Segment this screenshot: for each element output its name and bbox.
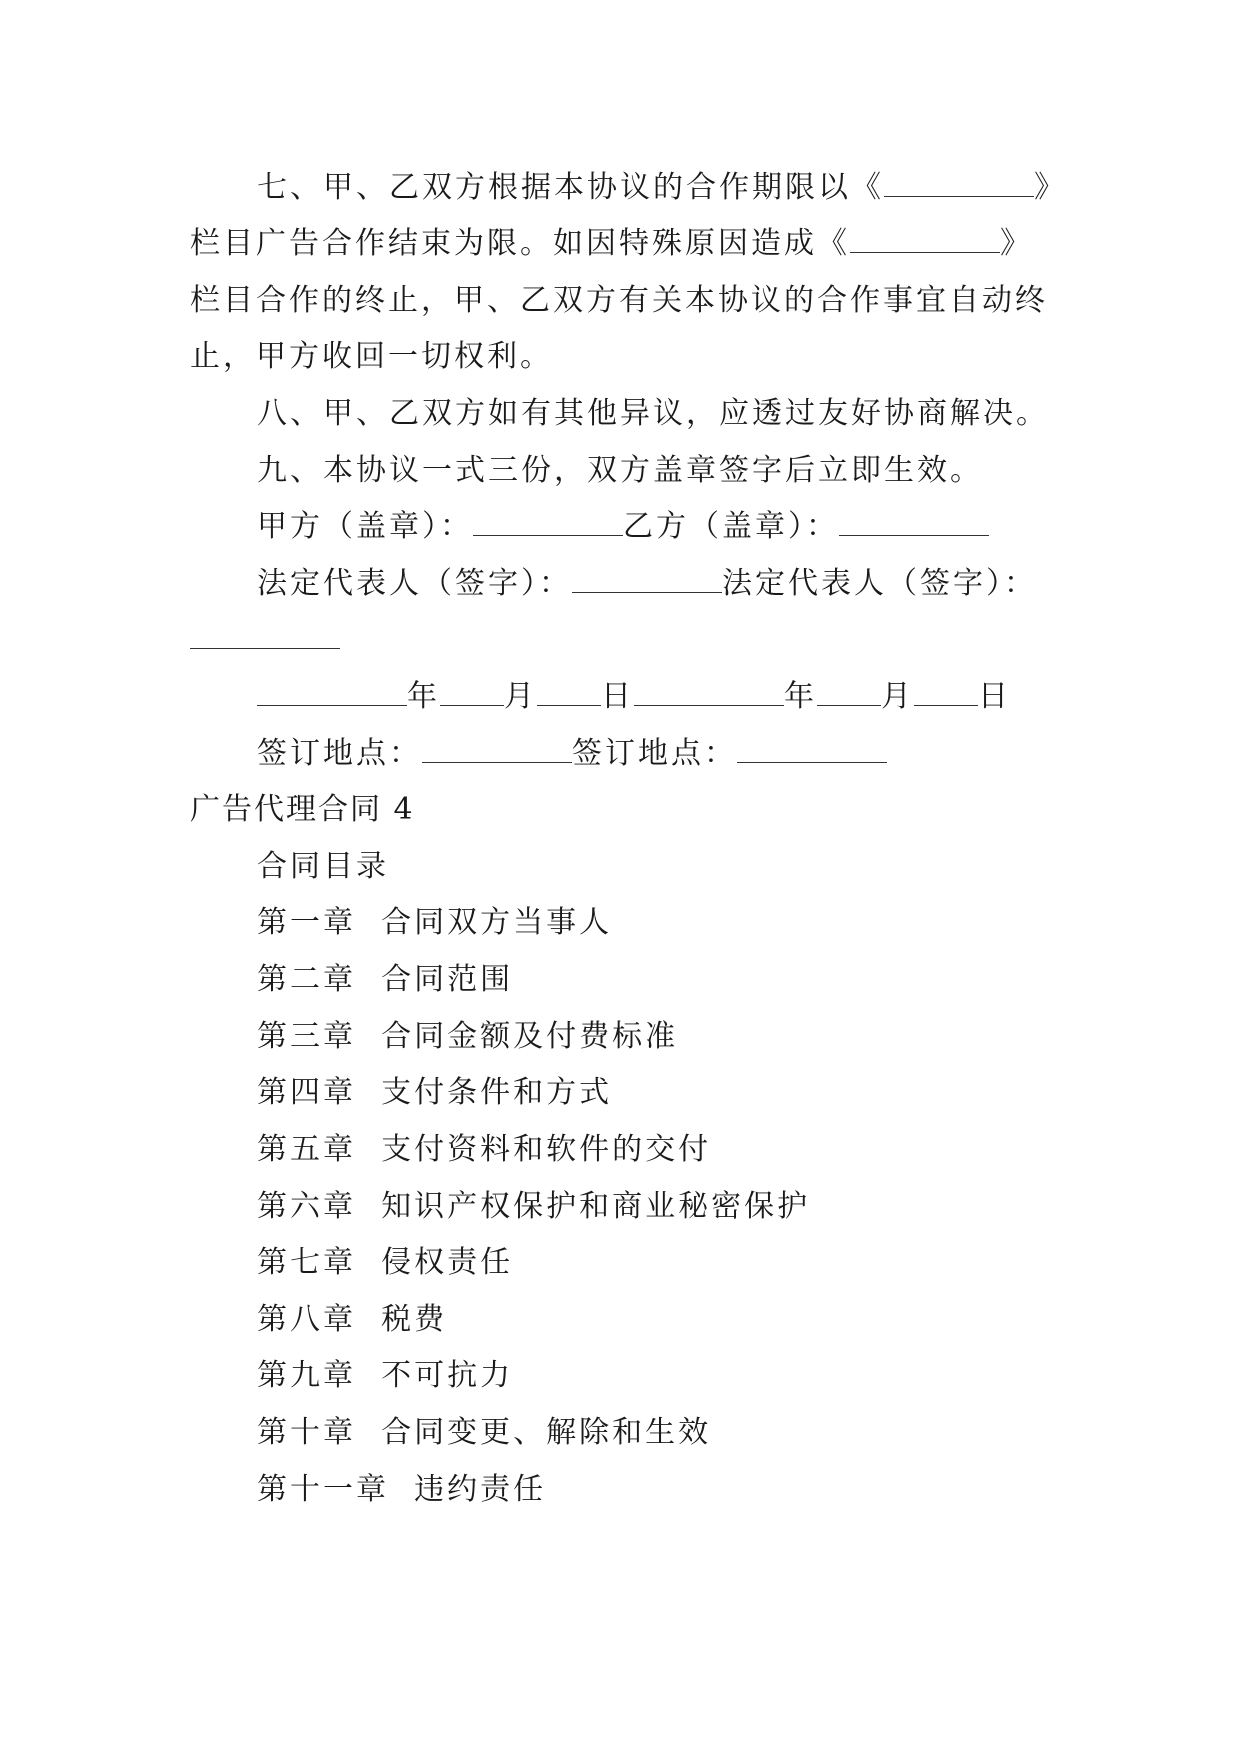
place-a-label: 签订地点：: [257, 736, 422, 771]
clause-7-text-2a: 栏目广告合作结束为限。如因特殊原因造成《: [190, 226, 850, 261]
place-b-blank: [737, 734, 887, 763]
signing-place-line: [257, 734, 887, 774]
legal-rep-line: [257, 564, 1037, 604]
month-a-blank: [440, 677, 504, 706]
toc-chapter-8: 第八章 税费: [257, 1302, 448, 1337]
toc-chapter-10: 第十章 合同变更、解除和生效: [257, 1415, 712, 1450]
clause-7-line-1: [257, 168, 1067, 208]
day-a-blank: [537, 677, 601, 706]
clause-7-line-3: 栏目合作的终止，甲、乙双方有关本协议的合作事宜自动终: [190, 283, 1048, 318]
month-a-label: 月: [504, 679, 537, 714]
section-title: 广告代理合同 4: [190, 792, 415, 827]
party-b-seal-blank: [839, 507, 989, 536]
party-a-seal-label: 甲方（盖章）：: [257, 509, 473, 544]
clause-7-text-1b: 》: [1034, 170, 1067, 205]
party-a-seal-blank: [473, 507, 623, 536]
legal-rep-a-label: 法定代表人（签字）：: [257, 566, 572, 601]
toc-chapter-11: 第十一章 违约责任: [257, 1472, 547, 1507]
toc-chapter-6: 第六章 知识产权保护和商业秘密保护: [257, 1189, 811, 1224]
day-a-label: 日: [601, 679, 634, 714]
clause-7-line-2: [190, 224, 1033, 264]
legal-rep-a-blank: [572, 564, 722, 593]
year-a-label: 年: [407, 679, 440, 714]
clause-7-text-1a: 七、甲、乙双方根据本协议的合作期限以《: [257, 170, 884, 205]
toc-chapter-1: 第一章 合同双方当事人: [257, 905, 613, 940]
column-name-blank-2: [850, 224, 1000, 253]
month-b-blank: [817, 677, 881, 706]
place-b-label: 签订地点：: [572, 736, 737, 771]
party-b-seal-label: 乙方（盖章）：: [623, 509, 839, 544]
toc-chapter-7: 第七章 侵权责任: [257, 1245, 514, 1280]
year-a-blank: [257, 677, 407, 706]
toc-chapter-3: 第三章 合同金额及付费标准: [257, 1019, 679, 1054]
year-b-label: 年: [784, 679, 817, 714]
clause-9: 九、本协议一式三份，双方盖章签字后立即生效。: [257, 453, 983, 488]
party-seal-line: [257, 507, 989, 547]
clause-7-text-2b: 》: [1000, 226, 1033, 261]
place-a-blank: [422, 734, 572, 763]
legal-rep-b-blank: [190, 620, 340, 649]
legal-rep-b-blank-line: [190, 620, 340, 660]
clause-8: 八、甲、乙双方如有其他异议，应透过友好协商解决。: [257, 396, 1049, 431]
column-name-blank-1: [884, 168, 1034, 197]
toc-chapter-4: 第四章 支付条件和方式: [257, 1075, 613, 1110]
day-b-blank: [914, 677, 978, 706]
clause-7-line-4: 止，甲方收回一切权利。: [190, 339, 553, 374]
toc-title: 合同目录: [257, 849, 389, 884]
day-b-label: 日: [978, 679, 1011, 714]
toc-chapter-2: 第二章 合同范围: [257, 962, 514, 997]
date-line: [257, 677, 1011, 717]
toc-chapter-9: 第九章 不可抗力: [257, 1358, 514, 1393]
month-b-label: 月: [881, 679, 914, 714]
year-b-blank: [634, 677, 784, 706]
toc-chapter-5: 第五章 支付资料和软件的交付: [257, 1132, 712, 1167]
legal-rep-b-label: 法定代表人（签字）：: [722, 566, 1037, 601]
